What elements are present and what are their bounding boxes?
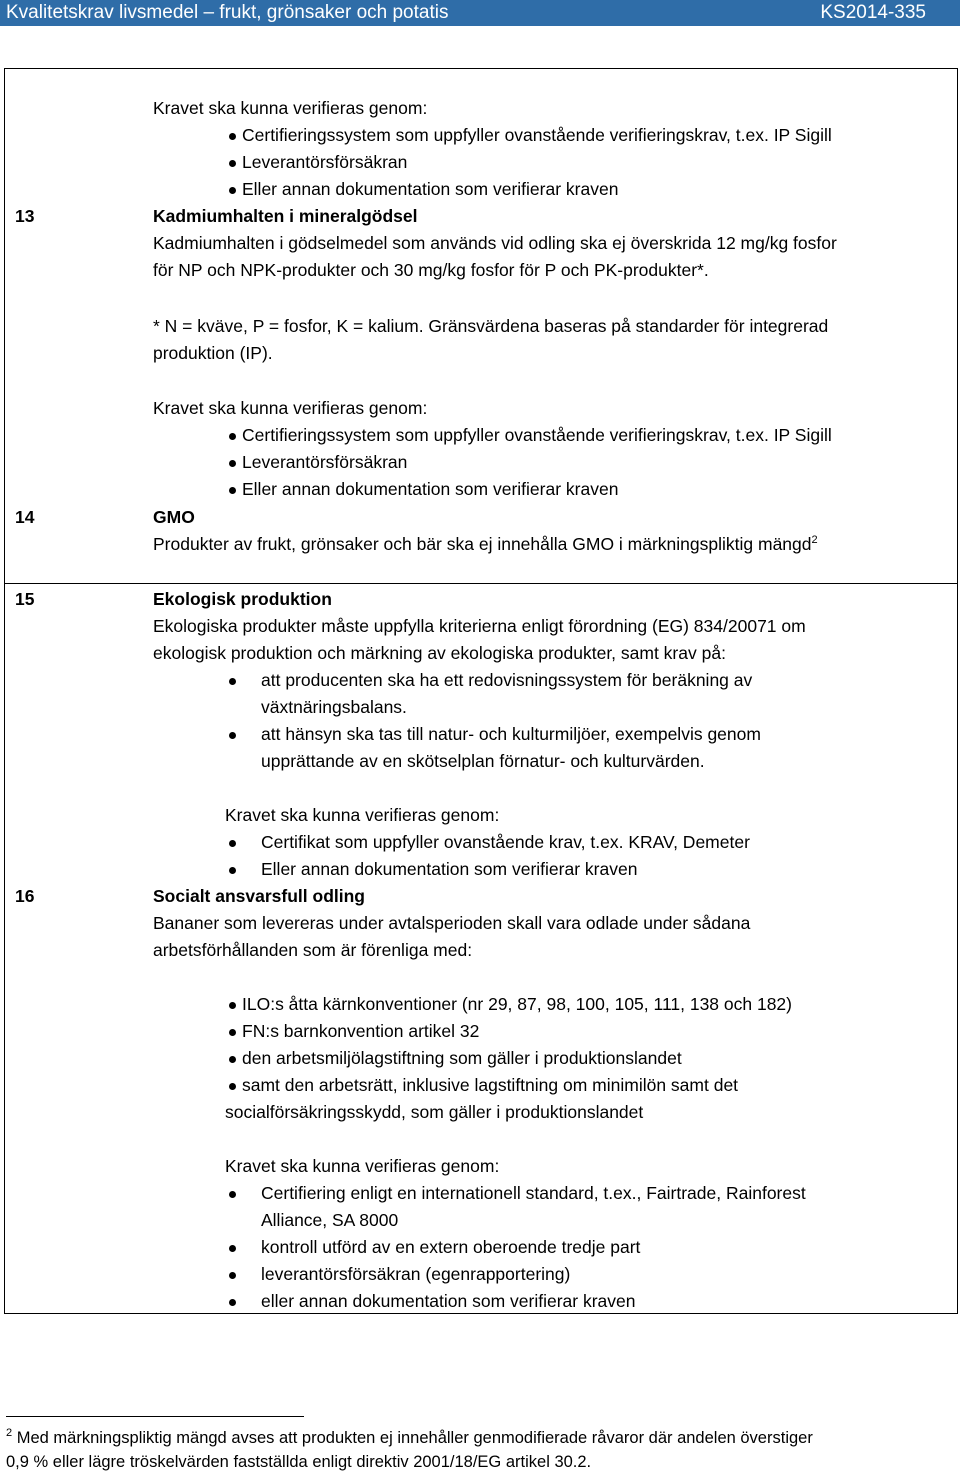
list-item: Eller annan dokumentation som verifierar kraven bbox=[242, 479, 619, 499]
footnote-line: 0,9 % eller lägre tröskelvärden fastställda enligt direktiv 2001/18/EG artikel 30.2. bbox=[6, 1453, 592, 1471]
bullet-icon bbox=[229, 1083, 236, 1090]
requirement-title: Kadmiumhalten i mineralgödsel bbox=[153, 206, 418, 226]
page-header bbox=[0, 0, 960, 26]
list-item: Eller annan dokumentation som verifierar kraven bbox=[261, 859, 638, 879]
bullet-icon bbox=[229, 840, 236, 847]
list-item: FN:s barnkonvention artikel 32 bbox=[242, 1021, 480, 1041]
verify-intro: Kravet ska kunna verifieras genom: bbox=[153, 398, 428, 418]
list-item: att producenten ska ha ett redovisningssystem för beräkning av bbox=[261, 670, 753, 690]
requirement-text: för NP och NPK-produkter och 30 mg/kg fosfor för P och PK-produkter*. bbox=[153, 260, 709, 280]
requirement-note: produktion (IP). bbox=[153, 343, 273, 363]
list-item: Leverantörsförsäkran bbox=[242, 152, 408, 172]
bullet-icon bbox=[229, 1029, 236, 1036]
bullet-icon bbox=[229, 678, 236, 685]
list-item-cont: upprättande av en skötselplan förnatur- och kulturvärden. bbox=[261, 751, 705, 771]
requirement-title: GMO bbox=[153, 507, 195, 527]
requirement-text: arbetsförhållanden som är förenliga med: bbox=[153, 940, 473, 960]
requirement-number: 16 bbox=[15, 886, 35, 906]
list-item-cont: Alliance, SA 8000 bbox=[261, 1210, 399, 1230]
requirement-number: 14 bbox=[15, 507, 35, 527]
requirement-title: Ekologisk produktion bbox=[153, 589, 332, 609]
list-item: kontroll utförd av en extern oberoende tredje part bbox=[261, 1237, 641, 1257]
list-item: Eller annan dokumentation som verifierar kraven bbox=[242, 179, 619, 199]
document-code: KS2014-335 bbox=[820, 2, 926, 23]
document-title: Kvalitetskrav livsmedel – frukt, grönsaker och potatis bbox=[6, 2, 449, 23]
list-item: leverantörsförsäkran (egenrapportering) bbox=[261, 1264, 571, 1284]
bullet-icon bbox=[229, 160, 236, 167]
list-item: eller annan dokumentation som verifierar kraven bbox=[261, 1291, 636, 1311]
requirement-text: Kadmiumhalten i gödselmedel som används vid odling ska ej överskrida 12 mg/kg fosfor bbox=[153, 233, 837, 253]
bullet-icon bbox=[229, 732, 236, 739]
requirement-text: Produkter av frukt, grönsaker och bär ska ej innehålla GMO i märkningspliktig mängd$^2$ bbox=[153, 534, 818, 554]
list-item: Leverantörsförsäkran bbox=[242, 452, 408, 472]
bullet-icon bbox=[229, 487, 236, 494]
requirement-title: Socialt ansvarsfull odling bbox=[153, 886, 365, 906]
requirement-text: Bananer som levereras under avtalsperioden skall vara odlade under sådana bbox=[153, 913, 751, 933]
list-item: den arbetsmiljölagstiftning som gäller i produktionslandet bbox=[242, 1048, 682, 1068]
bullet-icon bbox=[229, 1299, 236, 1306]
row-divider bbox=[4, 583, 958, 584]
footnote-line: $^2$ Med märkningspliktig mängd avses att produkten ej innehåller genmodifierade råvaror där andelen överstiger bbox=[6, 1427, 813, 1447]
verify-intro: Kravet ska kunna verifieras genom: bbox=[153, 98, 428, 118]
footnote-separator bbox=[6, 1416, 304, 1417]
bullet-icon bbox=[229, 460, 236, 467]
list-item-cont: socialförsäkringsskydd, som gäller i produktionslandet bbox=[225, 1102, 644, 1122]
bullet-icon bbox=[229, 433, 236, 440]
bullet-icon bbox=[229, 1002, 236, 1009]
bullet-icon bbox=[229, 867, 236, 874]
verify-intro: Kravet ska kunna verifieras genom: bbox=[225, 805, 500, 825]
requirement-number: 15 bbox=[15, 589, 35, 609]
bullet-icon bbox=[229, 1191, 236, 1198]
requirement-note: * N = kväve, P = fosfor, K = kalium. Gränsvärdena baseras på standarder för integrerad bbox=[153, 316, 829, 336]
verify-intro: Kravet ska kunna verifieras genom: bbox=[225, 1156, 500, 1176]
footnote-marker: 2 bbox=[6, 1427, 13, 1439]
bullet-icon bbox=[229, 1272, 236, 1279]
bullet-icon bbox=[229, 133, 236, 140]
list-item: samt den arbetsrätt, inklusive lagstiftning om minimilön samt det bbox=[242, 1075, 739, 1095]
list-item: Certifieringssystem som uppfyller ovanstående verifieringskrav, t.ex. IP Sigill bbox=[242, 425, 832, 445]
bullet-icon bbox=[229, 1056, 236, 1063]
list-item: Certifikat som uppfyller ovanstående krav, t.ex. KRAV, Demeter bbox=[261, 832, 750, 852]
requirement-text: ekologisk produktion och märkning av ekologiska produkter, samt krav på: bbox=[153, 643, 726, 663]
bullet-icon bbox=[229, 1245, 236, 1252]
requirement-text: Ekologiska produkter måste uppfylla kriterierna enligt förordning (EG) 834/20071 om bbox=[153, 616, 806, 636]
requirement-number: 13 bbox=[15, 206, 35, 226]
bullet-icon bbox=[229, 187, 236, 194]
list-item: ILO:s åtta kärnkonventioner (nr 29, 87, 98, 100, 105, 111, 138 och 182) bbox=[242, 994, 792, 1014]
list-item: Certifiering enligt en internationell standard, t.ex., Fairtrade, Rainforest bbox=[261, 1183, 806, 1203]
list-item: att hänsyn ska tas till natur- och kulturmiljöer, exempelvis genom bbox=[261, 724, 761, 744]
list-item-cont: växtnäringsbalans. bbox=[261, 697, 407, 717]
footnote-ref: 2 bbox=[811, 534, 818, 546]
list-item: Certifieringssystem som uppfyller ovanstående verifieringskrav, t.ex. IP Sigill bbox=[242, 125, 832, 145]
